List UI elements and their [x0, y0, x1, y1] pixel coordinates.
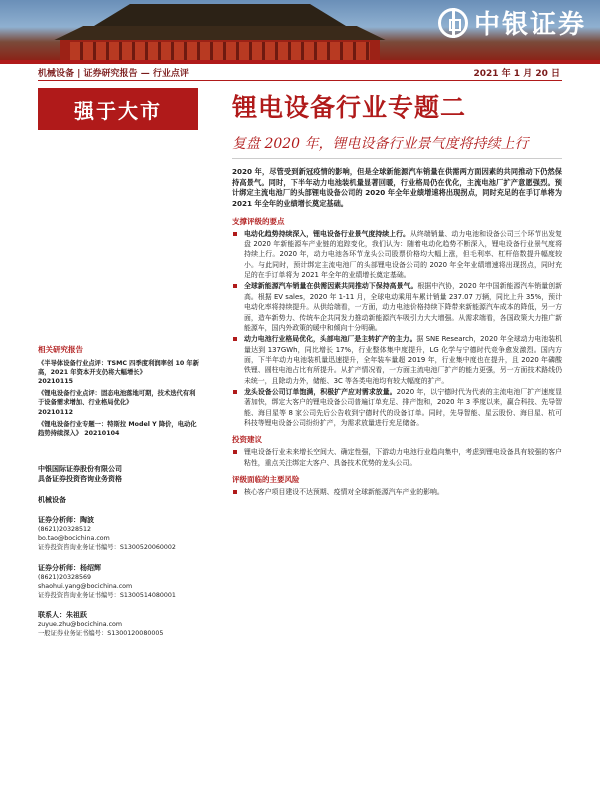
brand-name: 中银证券	[473, 10, 586, 40]
brand-logo	[438, 4, 586, 41]
related-report-title: 《锂电设备行业专题一：特斯拉 Model Y 降价，电动化趋势持续深入》	[38, 420, 197, 437]
analyst-cert: 证券投资咨询业务证书编号：S1300520060002	[38, 544, 176, 552]
investment-item: 锂电设备行业未来增长空间大、确定性强，下游动力电池行业趋向集中，考虑到锂电设备具有较强的客户粘性，重点关注绑定大客户、具备技术优势的龙头公司。	[232, 447, 562, 468]
key-point-text: 2020 年，以宁德时代为代表的主流电池厂扩产速度显著加快，绑定大客户的锂电设备公司普遍订单充足、排产饱和，2020 年 3 季度以来，赢合科技、先导智能、海目星等 8 家公司先后公告收到宁德时代的设备订单。同时，先导智能、星云股份、海目星、杭可科技等锂电设备公司纷纷扩产，为需求放量进行充足储备。	[244, 388, 562, 428]
report-title: 锂电设备行业专题二	[232, 93, 467, 122]
related-report-date: 20210115	[38, 378, 74, 386]
main-content	[232, 167, 562, 499]
key-point-text: 从终端销量、动力电池和设备公司三个环节出发复盘 2020 年新能源车产业链的追踪变化，我们认为：随着电动化趋势不断深入，锂电设备行业景气度将持续上行。2020 年，动力电池各环节龙头公司股票价格均大幅上涨，但毛利率、杠杆倍数提升幅度较小。与此同时，预计绑定主流电池厂的头部锂电设备公司的 2020 年全年业绩增速将出现拐点，同时充足的在手订单将为 2021 年全年的业绩增长奠定基础。	[244, 229, 563, 280]
contact-cert: 一般证券业务证书编号：S1300120080005	[38, 630, 164, 638]
contact-name: 联系人：朱祖跃	[38, 611, 87, 620]
related-report-date: 20210104	[84, 429, 120, 437]
sidebar	[38, 345, 200, 638]
investment-heading: 投资建议	[232, 435, 262, 445]
risk-item: 核心客户项目建设不达预期、疫情对全球新能源汽车产业的影响。	[232, 487, 562, 497]
palace-roof-image	[70, 4, 370, 26]
investment-list	[232, 447, 562, 468]
rating-badge: 强于大市	[38, 88, 198, 130]
key-points-heading: 支撑评级的要点	[232, 216, 285, 226]
analyst-card	[38, 515, 200, 553]
key-point-lead: 动力电池行业格局优化，头部电池厂是主转扩产的主力。	[244, 335, 417, 344]
contact-email[interactable]: zuyue.zhu@bocichina.com	[38, 621, 123, 629]
key-point-lead: 龙头设备公司订单饱满，积极扩产应对需求放量。	[244, 388, 397, 397]
palace-columns-image	[70, 42, 370, 60]
risks-list	[232, 487, 562, 497]
header-banner	[0, 0, 600, 60]
related-report-title: 《锂电设备行业点评：固态电池落地可期，技术迭代有利于设备需求增加、行业格局优化》	[38, 390, 196, 407]
related-report-title: 《半导体设备行业点评：TSMC 四季度利润率创 10 年新高，2021 年资本开支仍将大幅增长》	[38, 359, 199, 376]
key-point-lead: 电动化趋势持续深入，锂电设备行业景气度持续上行。	[244, 229, 410, 238]
analyst-email[interactable]: shaohui.yang@bocichina.com	[38, 582, 133, 590]
meta-divider	[38, 80, 562, 81]
key-point-lead: 全球新能源汽车销量在供需因素共同推动下保持高景气。	[244, 282, 418, 291]
analyst-phone: (8621)20328569	[38, 573, 91, 581]
risks-heading: 评级面临的主要风险	[232, 475, 300, 485]
analyst-phone: (8621)20328512	[38, 526, 91, 534]
key-point-text: 据 SNE Research，2020 年全球动力电池装机量达到 137GWh，同比增长 17%，行业整体集中度提升，LG 化学与宁德时代竞争愈发激烈。国内方面，下半年动力电池装机量迅速提升，全年装车量超 2019 年，行业集中度也在提升，且 2020 年磷酸铁锂、圆柱电池占比有所提升。从扩产情况看，一方面主流电池厂扩产的能力更强，另一方面技术路线仍未统一，且除动力外，储能、3C 等各类电池均有较大幅度的扩产。	[244, 335, 562, 385]
palace-lower-roof-image	[40, 26, 400, 40]
header-divider	[0, 60, 600, 64]
analyst-card	[38, 563, 200, 601]
org-name: 中银国际证券股份有限公司	[38, 464, 122, 473]
analyst-email[interactable]: bo.tao@bocichina.com	[38, 535, 110, 543]
boc-logo-icon	[438, 8, 468, 38]
related-report-item[interactable]	[38, 389, 200, 416]
report-subtitle: 复盘 2020 年，锂电设备行业景气度将持续上行	[232, 136, 529, 152]
sector-label: 机械设备	[38, 495, 66, 504]
key-point-item	[232, 387, 562, 428]
key-point-item	[232, 229, 562, 281]
report-category: 机械设备 | 证券研究报告 — 行业点评	[38, 69, 189, 79]
related-report-item[interactable]	[38, 420, 200, 438]
related-reports-heading: 相关研究报告	[38, 345, 83, 354]
analyst-cert: 证券投资咨询业务证书编号：S1300514080001	[38, 591, 176, 599]
subtitle-divider	[232, 158, 562, 159]
intro-paragraph: 2020 年，尽管受到新冠疫情的影响，但是全球新能源汽车销量在供需两方面因素的共同推动下仍然保持高景气。同时，下半年动力电池装机量显著回暖，行业格局仍在优化，主流电池厂扩产意愿强烈。预计绑定主流电池厂的头部锂电设备公司的 2020 年全年业绩增速将出现拐点，同时充足的在手订单将为 2021 年全年的业绩增长奠定基础。	[232, 167, 562, 208]
report-date: 2021 年 1 月 20 日	[473, 69, 560, 79]
key-point-text: 根据中汽协，2020 年中国新能源汽车销量创新高。根据 EV sales，2020 年 1-11 月，全球电动乘用车累计销量 237.07 万辆，同比上升 35%，预计电动化率将持续提升。从供给端看，一方面，动力电池价格持续下降带来新能源汽车成本的降低，另一方面，造车新势力、传统车企共同发力推动新能源汽车吸引力大大增强。从需求端看，各国政策大力推广新能源车，国内外政策的暖中和倾向十分明确。	[244, 282, 563, 332]
key-points-list	[232, 229, 562, 429]
org-qualification: 具备证券投资咨询业务资格	[38, 475, 122, 484]
analyst-name: 证券分析师：陶波	[38, 516, 94, 525]
organization-info	[38, 464, 200, 485]
analyst-card	[38, 610, 200, 638]
related-report-item[interactable]	[38, 359, 200, 386]
analyst-name: 证券分析师：杨绍辉	[38, 563, 101, 572]
key-point-item	[232, 281, 562, 333]
key-point-item	[232, 334, 562, 386]
related-report-date: 20210112	[38, 408, 74, 416]
